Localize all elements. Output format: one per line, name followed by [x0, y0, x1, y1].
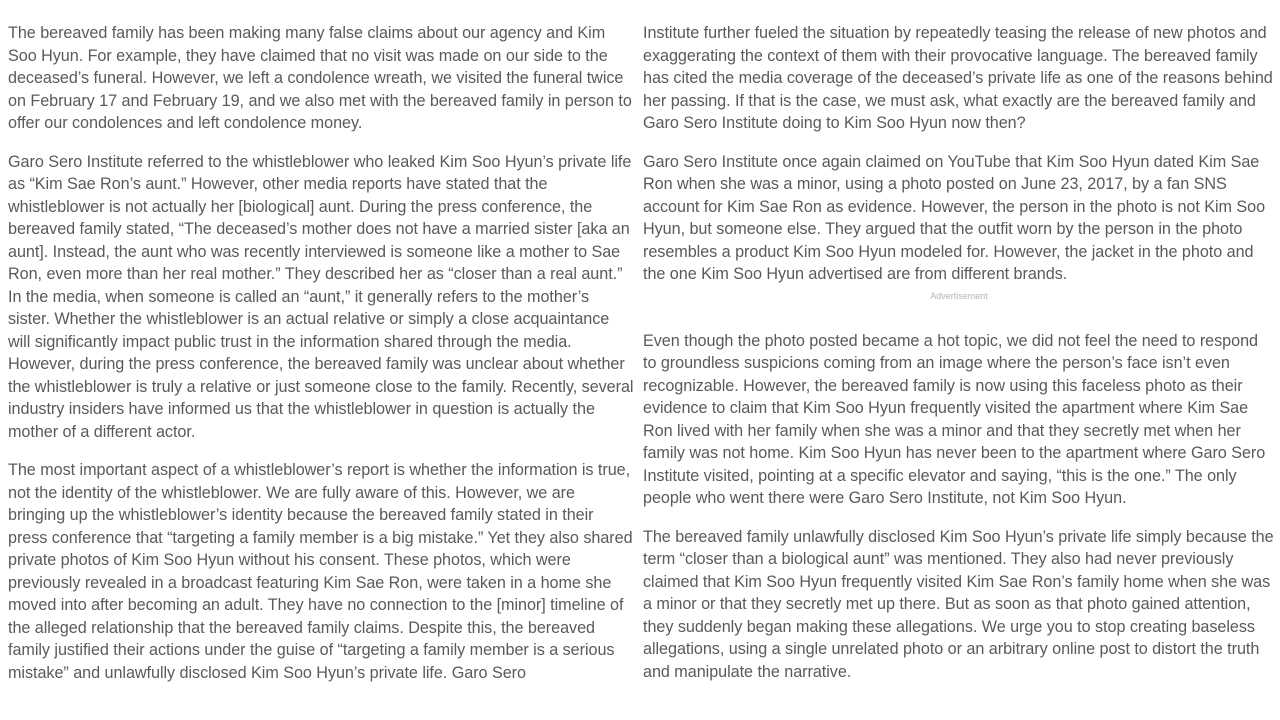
article-paragraph: Institute further fueled the situation by repeatedly teasing the release of new photos and exaggerating the context of them with their provocative language. The bereaved family has cited the media coverage of the deceased’s private life as one of the reasons behind her passing. If that is the case, we must ask, what exactly are the bereaved family and Garo Sero Institute doing to Kim Soo Hyun now then?	[643, 24, 1273, 132]
right-article-column	[643, 22, 1275, 699]
article-paragraph: The most important aspect of a whistleblower’s report is whether the information is true, not the identity of the whistleblower. We are fully aware of this. However, we are bringing up the whistleblower’s identity because the bereaved family stated in their press conference that “targeting a family member is a big mistake.” Yet they also shared private photos of Kim Soo Hyun without his consent. These photos, which were previously revealed in a broadcast featuring Kim Sae Ron, were taken in a home she moved into after becoming an adult. They have no connection to the [minor] timeline of the alleged relationship that the bereaved family claims. Despite this, the bereaved family justified their actions under the guise of “targeting a family member is a serious mistake” and unlawfully disclosed Kim Soo Hyun’s private life. Garo Sero	[8, 461, 633, 682]
advertisement-label: Advertisement	[930, 290, 988, 301]
article-paragraph: The bereaved family has been making many false claims about our agency and Kim Soo Hyun. For example, they have claimed that no visit was made on our side to the deceased’s funeral. However, we left a condolence wreath, we visited the funeral twice on February 17 and February 19, and we also met with the bereaved family in person to offer our condolences and left condolence money.	[8, 24, 632, 132]
left-article-column	[8, 22, 634, 700]
article-paragraph: Garo Sero Institute once again claimed on YouTube that Kim Soo Hyun dated Kim Sae Ron when she was a minor, using a photo posted on June 23, 2017, by a fan SNS account for Kim Sae Ron as evidence. However, the person in the photo is not Kim Soo Hyun, but someone else. They argued that the outfit worn by the person in the photo resembles a product Kim Soo Hyun modeled for. However, the jacket in the photo and the one Kim Soo Hyun advertised are from different brands.	[643, 152, 1266, 283]
article-paragraph: The bereaved family unlawfully disclosed Kim Soo Hyun’s private life simply because the term “closer than a biological aunt” was mentioned. They also had never previously claimed that Kim Soo Hyun frequently visited Kim Sae Ron’s family home when she was a minor or that they secretly met up there. But as soon as that photo gained attention, they suddenly began making these allegations. We urge you to stop creating baseless allegations, using a single unrelated photo or an arbitrary online post to distort the truth and manipulate the narrative.	[643, 527, 1274, 681]
article-paragraph: Garo Sero Institute referred to the whistleblower who leaked Kim Soo Hyun’s private life as “Kim Sae Ron’s aunt.” However, other media reports have stated that the whistleblower is not actually her [biological] aunt. During the press conference, the bereaved family stated, “The deceased’s mother does not have a married sister [aka an aunt]. Instead, the aunt who was recently interviewed is someone like a mother to Sae Ron, even more than her real mother.” They described her as “closer than a real aunt.” In the media, when someone is called an “aunt,” it generally refers to the mother’s sister. Whether the whistleblower is an actual relative or simply a close acquaintance will significantly impact public trust in the information shared through the media. However, during the press conference, the bereaved family was unclear about whether the whistleblower is truly a relative or just someone close to the family. Recently, several industry insiders have informed us that the whistleblower in question is actually the mother of a different actor.	[8, 152, 634, 441]
article-paragraph: Even though the photo posted became a hot topic, we did not feel the need to respond to groundless suspicions coming from an image where the person’s face isn’t even recognizable. However, the bereaved family is now using this faceless photo as their evidence to claim that Kim Soo Hyun frequently visited the apartment where Kim Sae Ron lived with her family when she was a minor and that they secretly met when her family was not home. Kim Soo Hyun has never been to the apartment where Garo Sero Institute visited, pointing at a specific elevator and saying, “this is the one.” The only people who went there were Garo Sero Institute, not Kim Soo Hyun.	[643, 331, 1266, 507]
